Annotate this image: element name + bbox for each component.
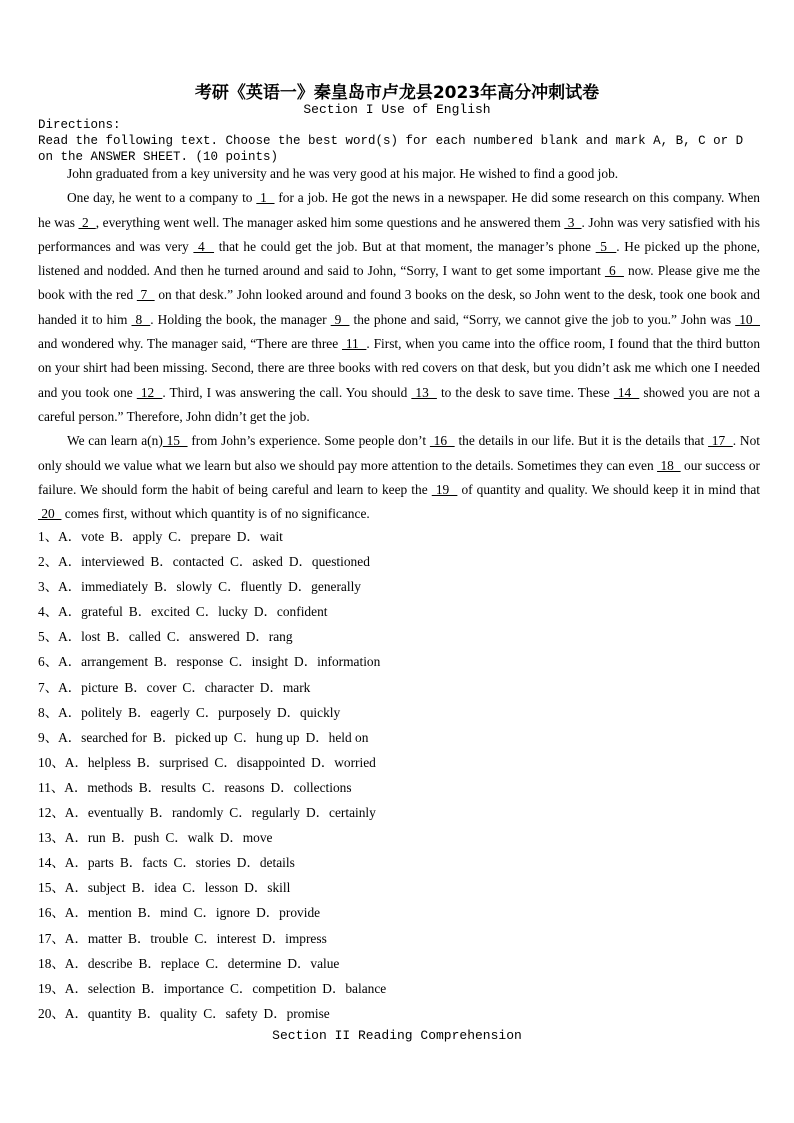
question-number: 7、: [38, 679, 59, 695]
answer-option: C．disappointed: [214, 754, 306, 770]
answer-option: B．importance: [141, 980, 224, 996]
question-number: 4、: [38, 604, 59, 620]
answer-option: B．push: [111, 830, 160, 846]
answer-option: D．collections: [270, 779, 352, 795]
answer-option: C．prepare: [168, 529, 231, 544]
question-number: 14、: [38, 855, 65, 871]
question-number: 17、: [38, 930, 65, 946]
question-number: 19、: [38, 980, 65, 996]
answer-option: C．regularly: [229, 805, 300, 821]
question-number: 16、: [38, 905, 65, 921]
passage-text: showed you are not a careful person.” Therefore, John didn’t get the job.: [38, 384, 761, 424]
question-row: [38, 1001, 758, 1026]
passage-paragraph: [38, 162, 760, 186]
answer-option: B．results: [138, 779, 197, 795]
answer-option: A．vote: [58, 529, 105, 544]
question-number: 3、: [38, 579, 59, 595]
question-row: [38, 549, 758, 574]
answer-blank: 1: [256, 190, 275, 206]
passage-text: now. Please give me the book with the red: [38, 263, 760, 303]
answer-option: B．excited: [128, 604, 190, 620]
passage-text: . Holding the book, the manager: [150, 311, 331, 327]
passage-text: . Not only should we value what we learn but also we should pay more attention to the details. Sometimes they can even: [38, 433, 761, 473]
answer-option: C．lucky: [195, 604, 248, 620]
question-row: [38, 900, 758, 925]
question-row: [38, 599, 758, 624]
passage-text: our success or failure. We should form the habit of being careful and learn to keep the: [38, 457, 760, 497]
answer-blank: 5: [595, 238, 617, 254]
answer-option: A．interviewed: [58, 554, 145, 570]
question-number: 5、: [38, 629, 59, 645]
passage-text: of quantity and quality. We should keep it in mind that: [457, 481, 760, 497]
question-row: [38, 649, 758, 674]
passage-text: , everything went well. The manager asked him some questions and he answered them: [95, 214, 565, 230]
question-row: [38, 850, 758, 875]
answer-option: D．questioned: [288, 554, 370, 570]
answer-option: C．walk: [165, 830, 214, 846]
answer-blank: 18: [657, 457, 681, 473]
answer-option: B．slowly: [154, 579, 213, 595]
question-row: [38, 976, 758, 1001]
answer-blank: 17: [708, 433, 733, 449]
answer-option: A．grateful: [58, 604, 123, 620]
question-list: [38, 524, 758, 1026]
question-row: [38, 825, 758, 850]
answer-option: B．response: [154, 654, 224, 670]
answer-blank: 8: [131, 311, 151, 327]
answer-option: B．mind: [137, 905, 188, 921]
passage-text: on that desk.” John looked around and found 3 books on the desk, so John went to the desk, took one book and handed it to him: [38, 287, 760, 327]
answer-blank: 3: [564, 214, 582, 230]
answer-blank: 10: [735, 311, 760, 327]
answer-option: D．skill: [244, 880, 291, 896]
section-heading-reading: Section II Reading Comprehension: [272, 1028, 522, 1043]
answer-option: A．politely: [58, 704, 123, 720]
question-row: [38, 775, 758, 800]
answer-option: B．cover: [124, 679, 177, 695]
directions-text: Read the following text. Choose the best word(s) for each numbered blank and mark A, B, C or D on the ANSWER SHEET. (10 points): [38, 134, 744, 164]
question-number: 8、: [38, 704, 59, 720]
passage-paragraph: [38, 429, 760, 526]
page-title: 考研《英语一》秦皇岛市卢龙县2023年高分冲刺试卷: [194, 83, 600, 103]
passage-text: One day, he went to a company to: [67, 190, 257, 206]
question-row: [38, 750, 758, 775]
question-row: [38, 951, 758, 976]
answer-blank: 20: [38, 506, 62, 522]
answer-option: D．details: [236, 855, 295, 871]
answer-option: C．asked: [230, 554, 283, 570]
answer-option: B．eagerly: [128, 704, 190, 720]
answer-option: B．contacted: [150, 554, 224, 570]
answer-option: D．rang: [245, 629, 293, 645]
answer-option: D．impress: [262, 930, 327, 946]
answer-option: C．ignore: [193, 905, 251, 921]
answer-option: A．run: [64, 830, 106, 846]
question-number: 6、: [38, 654, 59, 670]
answer-option: C．safety: [203, 1005, 258, 1021]
cloze-passage: [38, 162, 760, 526]
answer-blank: 15: [162, 433, 188, 449]
passage-text: the details in our life. But it is the details that: [454, 433, 709, 449]
question-row: [38, 725, 758, 750]
answer-option: A．immediately: [58, 579, 149, 595]
answer-option: C．hung up: [233, 729, 300, 745]
answer-option: D．promise: [263, 1005, 330, 1021]
question-number: 20、: [38, 1005, 65, 1021]
passage-text: . John was very satisfied with his performances and was very: [38, 214, 760, 254]
answer-option: C．insight: [229, 654, 289, 670]
passage-text: . Third, I was answering the call. You should: [162, 384, 412, 400]
answer-option: D．certainly: [305, 805, 376, 821]
answer-option: B．called: [106, 629, 161, 645]
answer-option: D．move: [219, 830, 273, 846]
answer-blank: 9: [330, 311, 350, 327]
answer-option: D．held on: [305, 729, 369, 745]
answer-option: C．lesson: [182, 880, 239, 896]
answer-option: D．value: [287, 955, 340, 971]
answer-option: C．fluently: [218, 579, 283, 595]
question-number: 9、: [38, 729, 59, 745]
passage-text: that he could get the job. But at that moment, the manager’s phone: [214, 238, 596, 254]
answer-option: D．generally: [288, 579, 362, 595]
answer-option: C．character: [182, 679, 254, 695]
answer-blank: 6: [604, 263, 624, 279]
passage-text: and wondered why. The manager said, “There are three: [38, 336, 342, 352]
answer-option: D．wait: [236, 529, 283, 544]
question-number: 11、: [38, 779, 65, 795]
answer-option: B．facts: [119, 855, 168, 871]
passage-text: We can learn a(n): [67, 433, 163, 449]
answer-option: A．helpless: [64, 754, 131, 770]
answer-option: A．selection: [64, 980, 136, 996]
passage-text: . He picked up the phone, listened and nodded. And then he turned around and said to John, “Sorry, I want to get some important: [38, 238, 760, 279]
answer-blank: 4: [193, 238, 215, 254]
answer-option: A．subject: [64, 880, 126, 896]
section-heading: Section I Use of English: [303, 102, 491, 117]
answer-blank: 16: [429, 433, 455, 449]
answer-option: C．competition: [230, 980, 317, 996]
answer-option: B．surprised: [136, 754, 209, 770]
answer-blank: 12: [136, 384, 163, 400]
passage-text: the phone and said, “Sorry, we cannot give the job to you.” John was: [349, 311, 736, 327]
answer-blank: 7: [136, 287, 155, 303]
question-row: [38, 875, 758, 900]
directions-heading: Directions:: [38, 118, 121, 132]
answer-option: C．stories: [173, 855, 231, 871]
question-row: [38, 524, 758, 549]
answer-option: C．purposely: [195, 704, 271, 720]
answer-option: D．information: [294, 654, 381, 670]
passage-text: John graduated from a key university and he was very good at his major. He wished to find a good job.: [67, 166, 619, 181]
answer-option: D．provide: [256, 905, 321, 921]
question-number: 13、: [38, 830, 65, 846]
answer-option: A．searched for: [58, 729, 147, 745]
passage-text: to the desk to save time. These: [436, 384, 614, 400]
answer-option: A．eventually: [64, 805, 144, 821]
answer-option: C．determine: [205, 955, 282, 971]
answer-option: D．quickly: [276, 704, 341, 720]
passage-text: comes first, without which quantity is of no significance.: [61, 506, 370, 522]
question-number: 18、: [38, 955, 65, 971]
answer-blank: 13: [411, 384, 437, 400]
answer-option: B．picked up: [152, 729, 228, 745]
question-row: [38, 675, 758, 700]
answer-option: A．arrangement: [58, 654, 149, 670]
answer-option: B．idea: [131, 880, 177, 896]
question-row: [38, 624, 758, 649]
answer-option: D．confident: [253, 604, 328, 620]
question-row: [38, 700, 758, 725]
answer-blank: 14: [613, 384, 640, 400]
answer-option: A．methods: [64, 779, 133, 795]
answer-option: A．describe: [64, 955, 133, 971]
answer-option: B．trouble: [128, 930, 189, 946]
question-number: 15、: [38, 880, 65, 896]
answer-option: C．answered: [166, 629, 240, 645]
passage-text: . First, when you came into the office room, I found that the third button on your shirt had been missing. Second, there are three books with red covers on that desk, but you didn’t ask me which one I needed and you took one: [38, 336, 761, 400]
answer-blank: 11: [342, 336, 367, 352]
answer-option: B．apply: [110, 529, 163, 544]
answer-option: B．quality: [137, 1005, 198, 1021]
question-number: 2、: [38, 554, 59, 570]
question-number: 1、: [38, 529, 59, 544]
question-number: 10、: [38, 754, 65, 770]
answer-option: A．picture: [58, 679, 119, 695]
answer-option: A．lost: [58, 629, 101, 645]
answer-option: A．matter: [64, 930, 123, 946]
passage-text: from John’s experience. Some people don’t: [187, 433, 430, 449]
answer-blank: 2: [78, 214, 96, 230]
question-row: [38, 926, 758, 951]
passage-paragraph: [38, 186, 760, 429]
question-row: [38, 800, 758, 825]
answer-option: A．parts: [64, 855, 114, 871]
answer-option: B．randomly: [149, 805, 224, 821]
answer-option: B．replace: [138, 955, 200, 971]
answer-option: D．worried: [311, 754, 376, 770]
answer-option: A．mention: [64, 905, 132, 921]
answer-option: A．quantity: [64, 1005, 132, 1021]
question-number: 12、: [38, 805, 65, 821]
answer-option: D．balance: [322, 980, 387, 996]
question-row: [38, 574, 758, 599]
answer-option: C．reasons: [202, 779, 265, 795]
answer-option: C．interest: [194, 930, 257, 946]
passage-text: for a job. He got the news in a newspaper. He did some research on this company. When he was: [38, 190, 760, 230]
answer-option: D．mark: [259, 679, 311, 695]
answer-blank: 19: [431, 481, 458, 497]
